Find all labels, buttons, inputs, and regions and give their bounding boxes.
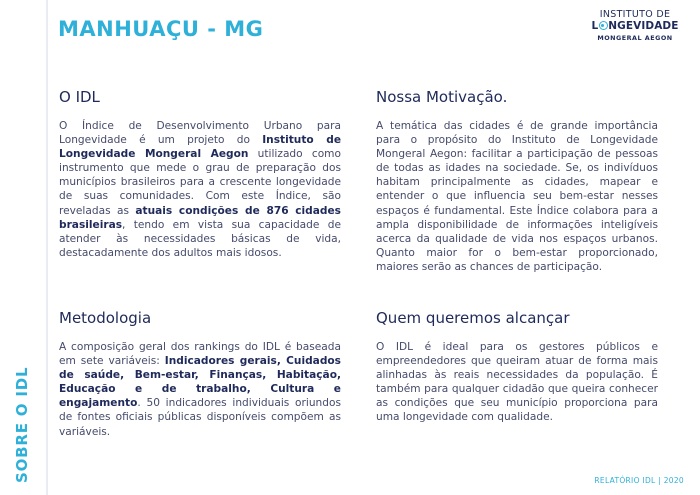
section-text-o-idl bbox=[59, 119, 341, 260]
text-highlight: atuais condições de 876 cidades brasileiras bbox=[59, 204, 341, 231]
text-part: utilizado como instrumento que mede o grau de preparação dos municípios brasileiros para a crescente longevidade de suas comunidades. Com este Índice, são reveladas as bbox=[59, 148, 341, 217]
logo-line-3: MONGERAL AEGON bbox=[597, 34, 673, 42]
text-highlight: Indicadores gerais, Cuidados de saúde, Bem-estar, Finanças, Habitação, Educação e de trabalho, Cultura e engajamento bbox=[59, 355, 341, 410]
text-part: O Índice de Desenvolvimento Urbano para Longevidade é um projeto do bbox=[59, 120, 341, 147]
section-text-alcancar: O IDL é ideal para os gestores públicos e empreendedores que queiram atuar de forma mais alinhadas às reais necessidades da população. É também para qualquer cidadão que queira conhecer as condições que seu município proporciona para uma longevidade com qualidade. bbox=[376, 341, 658, 424]
section-motivacao bbox=[376, 88, 658, 274]
section-title-motivacao: Nossa Motivação. bbox=[376, 88, 508, 106]
section-text-metodologia bbox=[59, 340, 341, 439]
logo-line-2-end: NGEVIDADE bbox=[608, 20, 679, 32]
logo-line-1: INSTITUTO DE bbox=[599, 9, 671, 20]
section-title-metodologia: Metodologia bbox=[59, 309, 152, 327]
section-o-idl bbox=[59, 88, 341, 260]
section-title-o-idl: O IDL bbox=[59, 88, 100, 106]
section-alcancar bbox=[376, 309, 658, 425]
section-text-motivacao: A temática das cidades é de grande importância para o propósito do Instituto de Longevidade Mongeral Aegon: facilitar a participação de pessoas de todas as idades na sociedade. Se, os indivíduos habitam principalmente as cidades, mapear e entender o que influencia seu bem-estar nesses espaços é fundamental. Este Índice colabora para a ampla disponibilidade de informações inteligíveis acerca da qualidade de vida nos espaços urbanos. Quanto maior for o bem-estar proporcionado, maiores serão as chances de participação. bbox=[376, 120, 658, 273]
logo-line-2-start: L bbox=[591, 20, 599, 32]
text-part: . 50 indicadores individuais oriundos de fontes oficiais públicas disponíveis compõem as variáveis. bbox=[59, 397, 341, 438]
institute-logo bbox=[586, 9, 684, 43]
margin-divider bbox=[46, 0, 48, 495]
text-part: , tendo em vista sua capacidade de atender às necessidades básicas de vida, destacadamente dos adultos mais idosos. bbox=[59, 218, 341, 259]
text-part: A composição geral dos rankings do IDL é baseada em sete variáveis: bbox=[59, 341, 341, 368]
logo-o-icon bbox=[599, 21, 608, 30]
text-highlight: Instituto de Longevidade Mongeral Aegon bbox=[59, 134, 341, 161]
section-metodologia bbox=[59, 309, 341, 439]
side-section-label: SOBRE O IDL bbox=[13, 366, 31, 483]
section-title-alcancar: Quem queremos alcançar bbox=[376, 309, 570, 327]
page-title: MANHUAÇU - MG bbox=[58, 17, 264, 41]
footer-report-label: RELATÓRIO IDL | 2020 bbox=[594, 476, 684, 485]
logo-line-2 bbox=[586, 20, 684, 32]
